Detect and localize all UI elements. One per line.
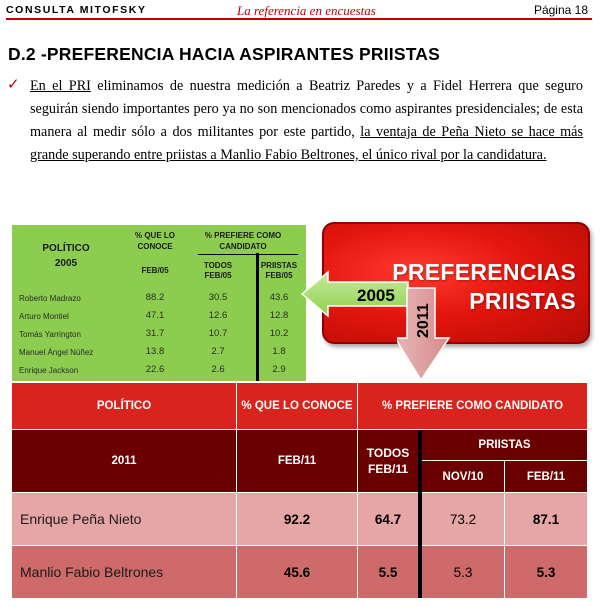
t05-row-todos: 2.6 [211,364,225,375]
t05-row-priistas: 12.8 [269,310,289,321]
t11-row-todos: 64.7 [358,493,418,545]
t11-row-conoce: 45.6 [237,546,357,598]
t11-sub-nov: NOV/10 [422,461,504,492]
t11-head-politico: POLÍTICO [12,383,236,429]
t05-head-prefiere: % PREFIERE COMO CANDIDATO [204,231,282,251]
arrow-down-2011-icon [397,286,451,382]
t05-row-priistas: 10.2 [269,328,289,339]
t05-head-year: 2005 [54,258,78,269]
t05-row-conoce: 47.1 [145,310,165,321]
t05-row-conoce: 88.2 [145,292,165,303]
t05-row-priistas: 1.8 [272,346,286,357]
checkmark-icon: ✓ [7,75,20,93]
t11-row-feb: 87.1 [505,493,587,545]
t05-row-todos: 30.5 [208,292,228,303]
t05-row-todos: 10.7 [208,328,228,339]
t11-row-conoce: 92.2 [237,493,357,545]
body-paragraph [30,75,583,167]
t05-row-conoce: 31.7 [145,328,165,339]
t11-row-nov: 73.2 [422,493,504,545]
arrow-left-2005-icon [300,270,412,318]
banner-line-1: PREFERENCIAS [392,259,576,285]
t11-sub-priistas: PRIISTAS [422,430,587,460]
header-tagline: La referencia en encuestas [237,3,376,18]
table-2011 [12,383,587,598]
t05-row-conoce: 22.6 [145,364,165,375]
t05-row-name: Manuel Ángel Núñez [19,348,94,357]
t11-row-name: Manlio Fabio Beltrones [12,546,236,598]
t05-row-conoce: 13.8 [145,346,165,357]
t05-row-todos: 2.7 [211,346,225,357]
t05-head-politico: POLÍTICO [42,243,90,254]
t11-divider [418,430,422,598]
t05-row-name: Roberto Madrazo [19,294,81,303]
t11-sub-feb: FEB/11 [237,430,357,492]
header-divider [6,18,592,20]
arrow-2011-label: 2011 [415,303,432,338]
t05-row-name: Tomás Yarrington [19,330,81,339]
section-title: D.2 -PREFERENCIA HACIA ASPIRANTES PRIISTAS [8,44,441,64]
t05-row-name: Enrique Jackson [19,366,79,375]
t05-sub-priistas: PRIISTAS FEB/05 [260,261,298,280]
page-number: Página 18 [533,3,588,17]
paragraph-highlight: la ventaja de Peña Nieto se hace más grande superando entre priistas a Manlio Fabio Beltrones, el único rival por la candidatura. [30,124,583,163]
paragraph-lead: En el PRI [30,78,91,94]
banner-line-2: PRIISTAS [469,288,576,314]
t11-row-feb: 5.3 [505,546,587,598]
t11-row-name: Enrique Peña Nieto [12,493,236,545]
t05-row-priistas: 43.6 [269,292,289,303]
t05-head-conoce: % QUE LO CONOCE [134,231,175,251]
table-2005 [12,225,306,381]
t11-row-todos: 5.5 [358,546,418,598]
t05-row-name: Arturo Montiel [19,312,69,321]
t05-header-rule [198,254,298,255]
t11-row-nov: 5.3 [422,546,504,598]
t05-row-todos: 12.6 [208,310,228,321]
paragraph-body: eliminamos de nuestra medición a Beatriz Paredes y a Fidel Herrera que seguro seguirán siendo importantes pero ya no son mencionados como aspirantes presidenciales; de esta manera al medir sólo a dos militantes por este partido, [30,78,583,140]
t05-sub-todos: TODOS FEB/05 [203,261,233,280]
t11-sub-todos: TODOS FEB/11 [358,430,418,492]
t11-sub-year: 2011 [12,430,236,492]
arrow-2005-label: 2005 [357,286,395,305]
header-org: CONSULTA MITOFSKY [6,4,147,16]
t11-sub-feb2: FEB/11 [505,461,587,492]
t05-sub-feb: FEB/05 [141,266,169,275]
t05-row-priistas: 2.9 [272,364,286,375]
t11-head-conoce: % QUE LO CONOCE [237,383,357,429]
t11-head-prefiere: % PREFIERE COMO CANDIDATO [358,383,587,429]
